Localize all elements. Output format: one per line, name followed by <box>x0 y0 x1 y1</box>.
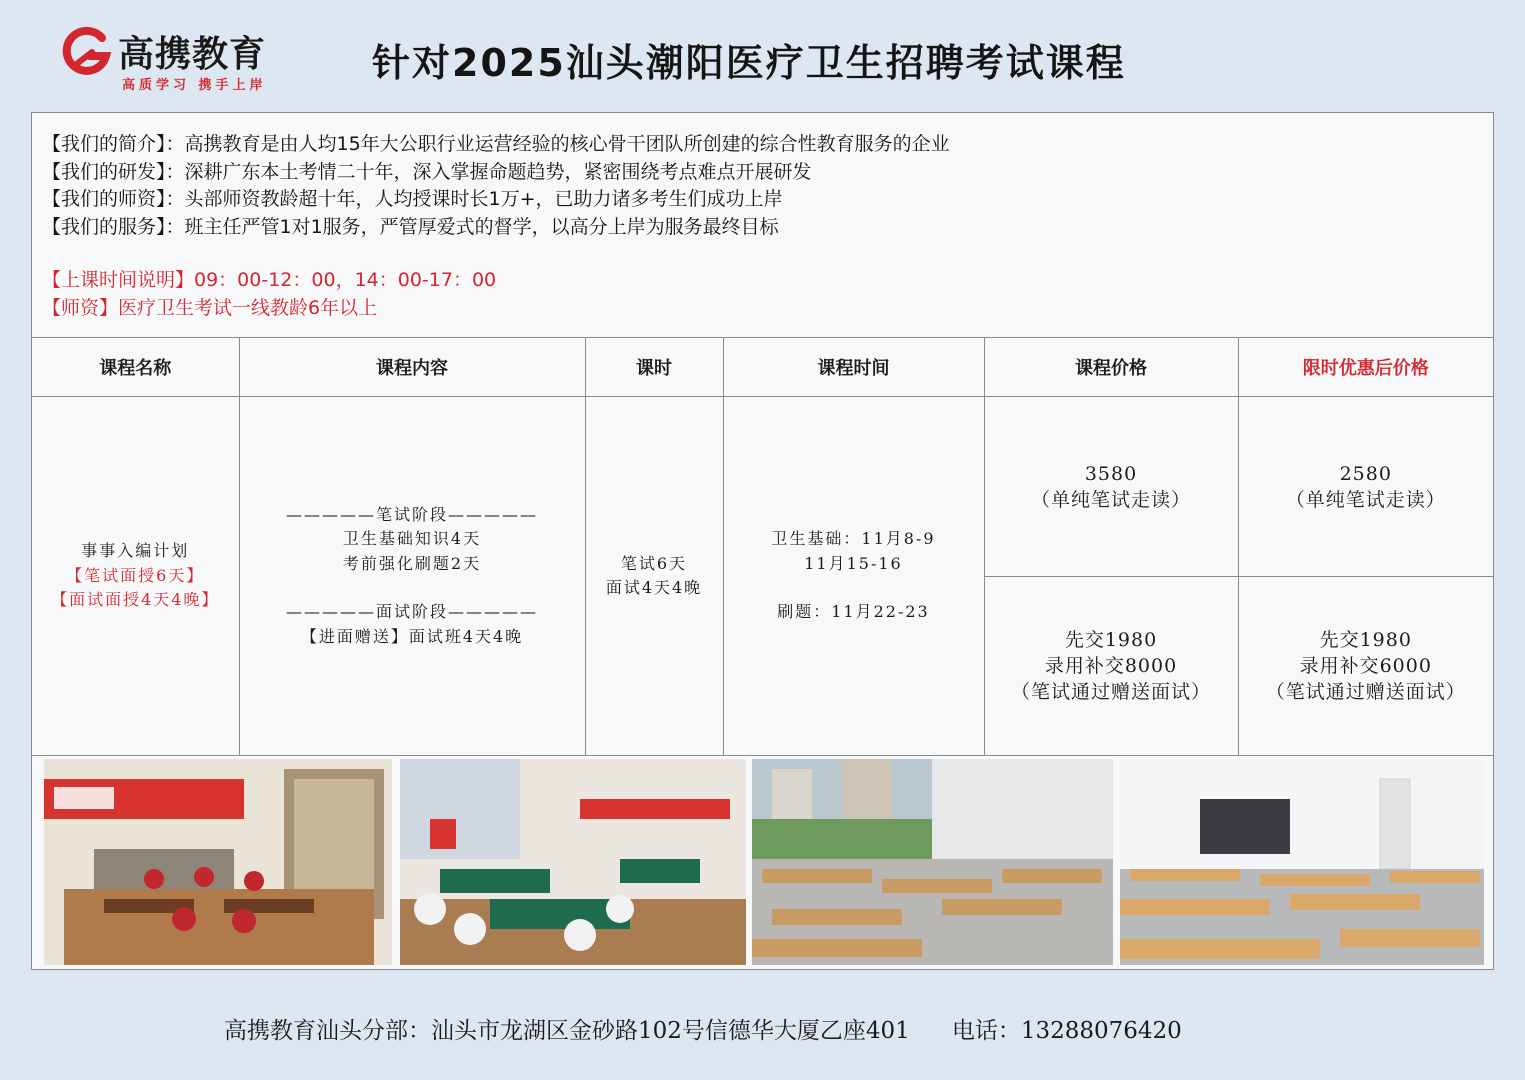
hours-written: 笔试6天 <box>620 553 688 573</box>
course-content-cell <box>239 397 585 756</box>
intro-section <box>42 131 950 241</box>
logo-g-icon <box>62 26 112 76</box>
classroom-photo-1 <box>44 759 392 965</box>
hours-cell <box>585 397 723 756</box>
footer-phone: 电话：13288076420 <box>951 1018 1182 1044</box>
price-cell-a <box>984 397 1238 577</box>
hours-interview: 面试4天4晚 <box>605 578 703 597</box>
header-course-name: 课程名称 <box>32 338 239 397</box>
classroom-photo-2 <box>400 759 746 965</box>
intro-line: 【我们的师资】：头部师资教龄超十年，人均授课时长1万+，已助力诸多考生们成功上岸 <box>42 188 783 210</box>
header-price: 课程价格 <box>984 338 1238 397</box>
discount-deposit: 先交1980 <box>1319 629 1412 651</box>
course-interview-tag: 【面试面授4天4晚】 <box>51 590 220 610</box>
written-item: 考前强化刷题2天 <box>342 553 482 573</box>
logo-slogan: 高质学习 携手上岸 <box>122 78 267 93</box>
logo-name: 高携教育 <box>118 34 267 75</box>
classroom-photos <box>44 759 1484 965</box>
written-stage-label: —————笔试阶段————— <box>285 504 538 524</box>
written-item: 卫生基础知识4天 <box>342 529 482 549</box>
discount-note: （单纯笔试走读） <box>1285 489 1446 511</box>
discount-cell-b <box>1238 577 1493 756</box>
schedule-line: 卫生基础：11月8-9 <box>771 529 936 549</box>
discount-balance: 录用补交6000 <box>1299 655 1432 677</box>
discount-note: （笔试通过赠送面试） <box>1265 681 1466 703</box>
course-panel <box>31 112 1494 970</box>
schedule-line: 11月15-16 <box>804 553 903 573</box>
brand-logo <box>62 24 302 94</box>
discount-cell-a <box>1238 397 1493 577</box>
classroom-photo-4 <box>1120 759 1484 965</box>
interview-stage-label: —————面试阶段————— <box>285 602 538 622</box>
interview-item: 【进面赠送】面试班4天4晚 <box>300 626 524 646</box>
price-cell-b <box>984 577 1238 756</box>
classroom-photo-3 <box>752 759 1113 965</box>
course-written-tag: 【笔试面授6天】 <box>66 565 205 585</box>
price-balance: 录用补交8000 <box>1044 655 1178 677</box>
discount-value: 2580 <box>1339 463 1392 485</box>
header-hours: 课时 <box>585 338 723 397</box>
class-time-note: 【上课时间说明】09：00-12：00，14：00-17：00 <box>42 269 497 291</box>
header-schedule: 课程时间 <box>723 338 984 397</box>
intro-line: 【我们的服务】：班主任严管1对1服务，严管厚爱式的督学，以高分上岸为服务最终目标 <box>42 215 779 238</box>
course-name: 事事入编计划 <box>81 541 190 561</box>
schedule-cell <box>723 397 984 756</box>
price-note: （笔试通过赠送面试） <box>1010 681 1211 703</box>
footer <box>224 1012 1182 1045</box>
header-course-content: 课程内容 <box>239 338 585 397</box>
table-row <box>32 397 1493 577</box>
footer-address: 高携教育汕头分部：汕头市龙湖区金砂路102号信德华大厦乙座401 <box>224 1018 910 1044</box>
course-name-cell <box>32 397 239 756</box>
header-discount-price: 限时优惠后价格 <box>1238 338 1493 397</box>
intro-line: 【我们的研发】：深耕广东本土考情二十年，深入掌握命题趋势，紧密围绕考点难点开展研发 <box>42 160 812 183</box>
schedule-line: 刷题：11月22-23 <box>777 602 930 622</box>
price-deposit: 先交1980 <box>1064 629 1158 651</box>
course-table <box>32 337 1493 756</box>
price-value: 3580 <box>1084 463 1138 485</box>
table-header-row <box>32 338 1493 397</box>
teacher-note: 【师资】医疗卫生考试一线教龄6年以上 <box>42 296 378 319</box>
notes-section <box>42 267 496 322</box>
price-note: （单纯笔试走读） <box>1030 489 1191 511</box>
intro-line: 【我们的简介】：高携教育是由人均15年大公职行业运营经验的核心骨干团队所创建的综合性教育服务的企业 <box>42 133 950 155</box>
page-title: 针对2025汕头潮阳医疗卫生招聘考试课程 <box>372 41 1126 85</box>
